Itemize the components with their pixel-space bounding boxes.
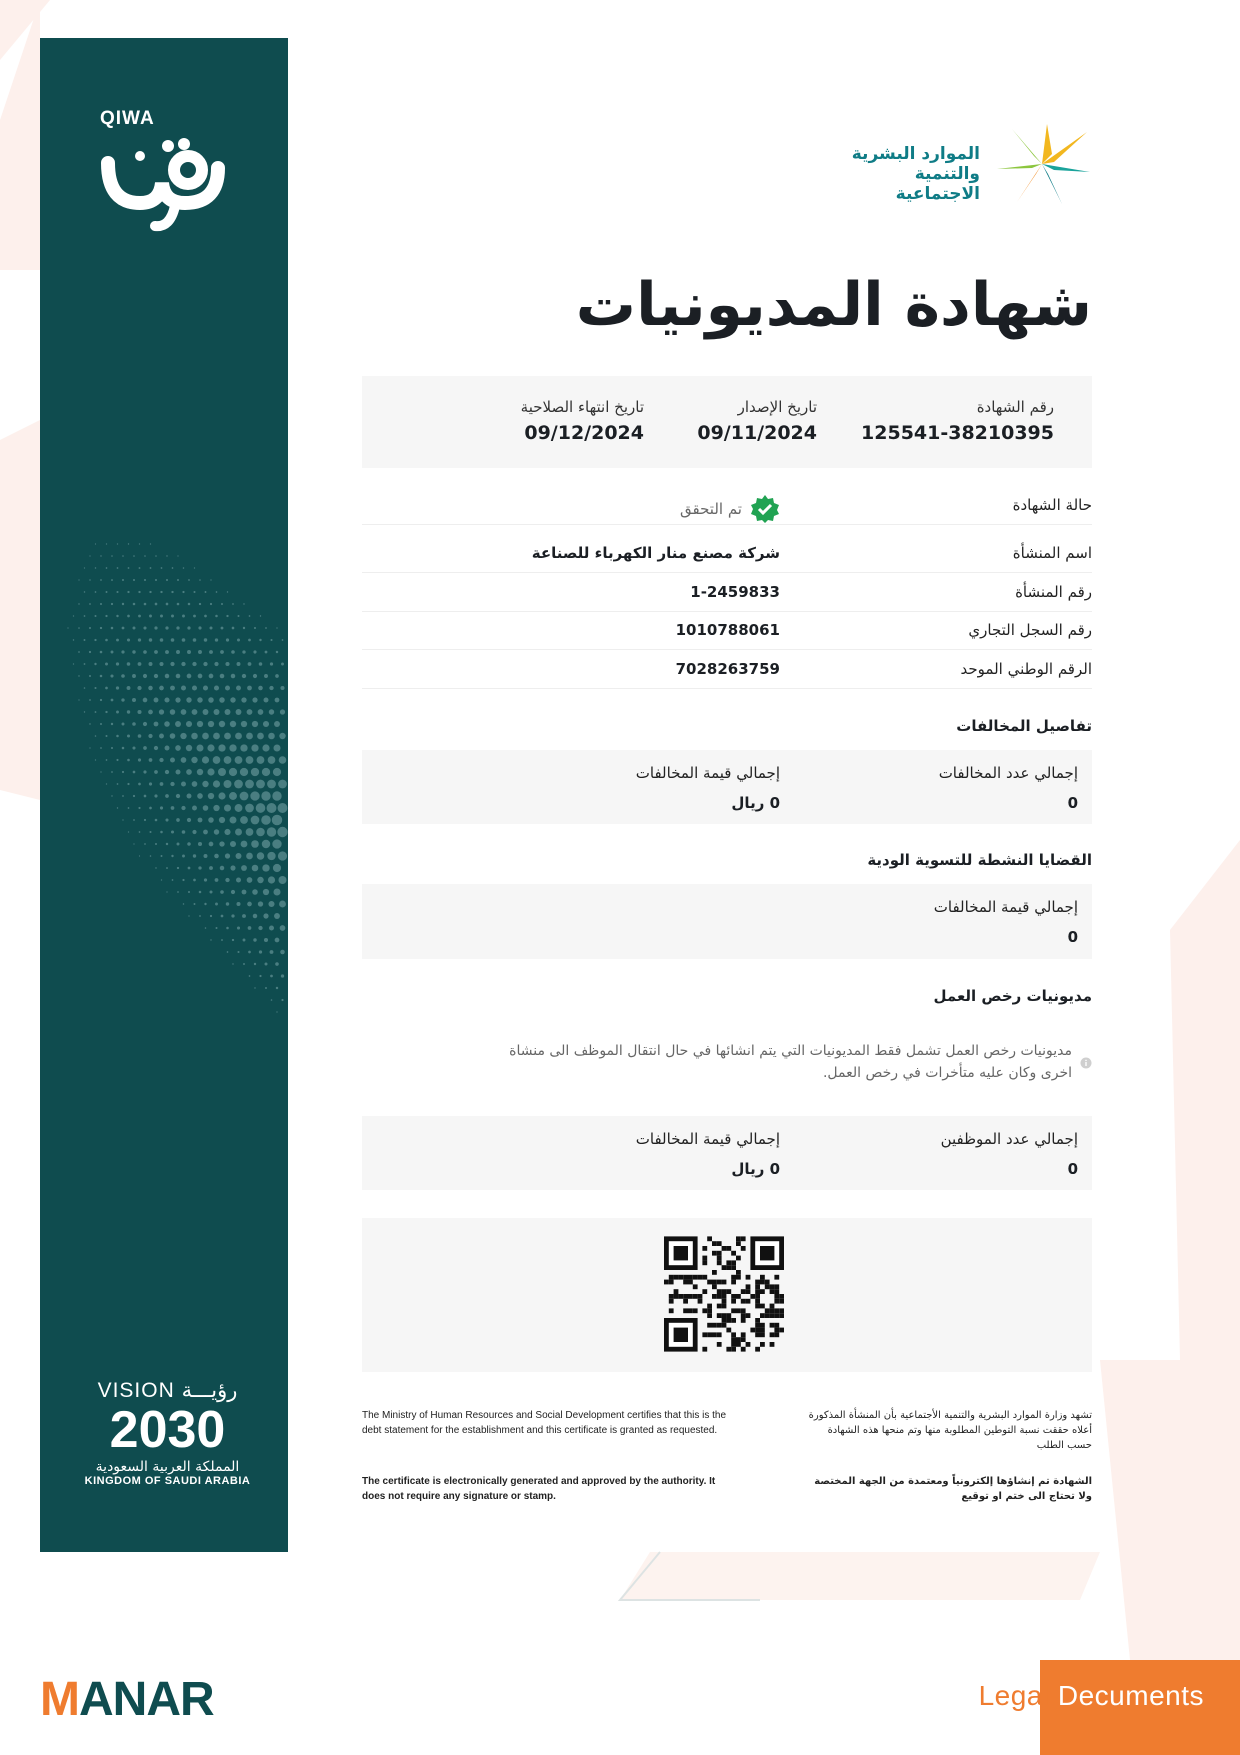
work-permits-amount: 0 ريال xyxy=(731,1160,780,1178)
cert-number-label: رقم الشهادة xyxy=(976,398,1054,416)
status-badge xyxy=(680,494,780,524)
violations-count: 0 xyxy=(1067,794,1078,812)
violations-count-label: إجمالي عدد المخالفات xyxy=(938,764,1078,782)
vision-en: VISION xyxy=(97,1379,175,1402)
qr-code[interactable] xyxy=(664,1236,784,1352)
vision-country-en: KINGDOM OF SAUDI ARABIA xyxy=(84,1475,251,1487)
amicable-amount-block xyxy=(934,898,1078,946)
ministry-name-line1: الموارد البشرية xyxy=(851,144,980,164)
legal-label-part1: Legal xyxy=(978,1680,1050,1711)
status-row xyxy=(362,486,1092,525)
ministry-logo xyxy=(827,124,1092,204)
establishment-name: شركة مصنع منار الكهرباء للصناعة xyxy=(531,544,780,562)
employees-label: إجمالي عدد الموظفين xyxy=(940,1130,1078,1148)
sidebar-panel xyxy=(40,38,288,1552)
expiry-date-block xyxy=(521,398,644,444)
issue-date-block xyxy=(697,398,817,444)
cert-number: 125541-38210395 xyxy=(861,422,1054,444)
cert-number-block xyxy=(861,398,1054,444)
violations-section-title: تفاصيل المخالفات xyxy=(956,717,1092,735)
manar-logo xyxy=(40,1672,214,1727)
legal-label-part2: Decuments xyxy=(1049,1680,1204,1711)
ministry-name-line2: والتنمية الاجتماعية xyxy=(895,164,980,204)
violations-amount-label: إجمالي قيمة المخالفات xyxy=(635,764,780,782)
violations-count-block xyxy=(939,764,1078,812)
qiwa-logo xyxy=(100,108,230,258)
verified-badge-icon xyxy=(750,494,780,524)
unified-number-label: الرقم الوطني الموحد xyxy=(960,660,1092,678)
expiry-date: 09/12/2024 xyxy=(524,422,644,444)
vision-country-ar: المملكة العربية السعودية xyxy=(95,1459,240,1475)
unified-number: 7028263759 xyxy=(675,660,780,678)
employees-block xyxy=(941,1130,1078,1178)
footer-certify-ar: تشهد وزارة الموارد البشرية والتنمية الأجتماعية بأن المنشأة المذكورة أعلاه حققت نسبة التوطين المطلوبة منها وتم منحها هذه الشهادة حسب الطلب xyxy=(808,1410,1092,1451)
establishment-name-row xyxy=(362,534,1092,573)
info-icon xyxy=(1080,1057,1092,1069)
issue-date-label: تاريخ الإصدار xyxy=(737,398,817,416)
footer-certify-en: The Ministry of Human Resources and Social Development certifies that this is the debt statement for the establishment and this certificate is granted as requested. xyxy=(362,1410,727,1436)
manar-logo-m: M xyxy=(40,1673,79,1726)
work-permits-box xyxy=(362,1116,1092,1190)
establishment-number-label: رقم المنشأة xyxy=(1015,583,1092,601)
ministry-emblem-icon xyxy=(992,124,1092,204)
violations-box xyxy=(362,750,1092,824)
establishment-name-label: اسم المنشأة xyxy=(1012,544,1092,562)
cr-number: 1010788061 xyxy=(675,621,780,639)
certificate-meta xyxy=(362,376,1092,468)
status-label: حالة الشهادة xyxy=(1012,496,1092,514)
work-permits-amount-block xyxy=(636,1130,780,1178)
page-title: شهادة المديونيات xyxy=(575,270,1092,340)
work-permits-section-title: مديونيات رخص العمل xyxy=(933,987,1092,1005)
cr-number-label: رقم السجل التجاري xyxy=(968,621,1092,639)
vision-2030-logo xyxy=(80,1378,255,1487)
amicable-amount: 0 xyxy=(1067,928,1078,946)
amicable-section-title: القضايا النشطة للتسوية الودية xyxy=(867,851,1092,869)
expiry-date-label: تاريخ انتهاء الصلاحية xyxy=(520,398,644,416)
issue-date: 09/11/2024 xyxy=(697,422,817,444)
violations-amount: 0 ريال xyxy=(731,794,780,812)
manar-logo-rest: ANAR xyxy=(78,1673,214,1726)
status-value: تم التحقق xyxy=(680,500,742,518)
unified-number-row xyxy=(362,650,1092,689)
dot-pattern xyxy=(40,288,288,1138)
vision-ar: رؤيـــة xyxy=(181,1379,238,1402)
qiwa-wordmark: QIWA xyxy=(100,108,155,129)
work-permits-note: مديونيات رخص العمل تشمل فقط المديونيات التي يتم انشائها في حال انتقال الموظف الى منشاة اخرى وكان عليه متأخرات في رخص العمل. xyxy=(509,1043,1072,1081)
employees-count: 0 xyxy=(1067,1160,1078,1178)
amicable-amount-label: إجمالي قيمة المخالفات xyxy=(933,898,1078,916)
footer-electronic-en: The certificate is electronically generated and approved by the authority. It does not require any signature or stamp. xyxy=(362,1476,716,1502)
work-permits-amount-label: إجمالي قيمة المخالفات xyxy=(635,1130,780,1148)
establishment-number-row xyxy=(362,573,1092,612)
violations-amount-block xyxy=(636,764,780,812)
amicable-box xyxy=(362,884,1092,959)
footer-electronic-ar: الشهادة تم إنشاؤها إلكترونياً ومعتمدة من الجهة المختصة ولا تحتاج الى ختم او توقيع xyxy=(814,1476,1092,1502)
legal-documents-label xyxy=(979,1680,1204,1712)
vision-year: 2030 xyxy=(109,1401,226,1459)
establishment-number: 1-2459833 xyxy=(690,583,780,601)
cr-number-row xyxy=(362,611,1092,650)
qr-section xyxy=(362,1218,1092,1372)
